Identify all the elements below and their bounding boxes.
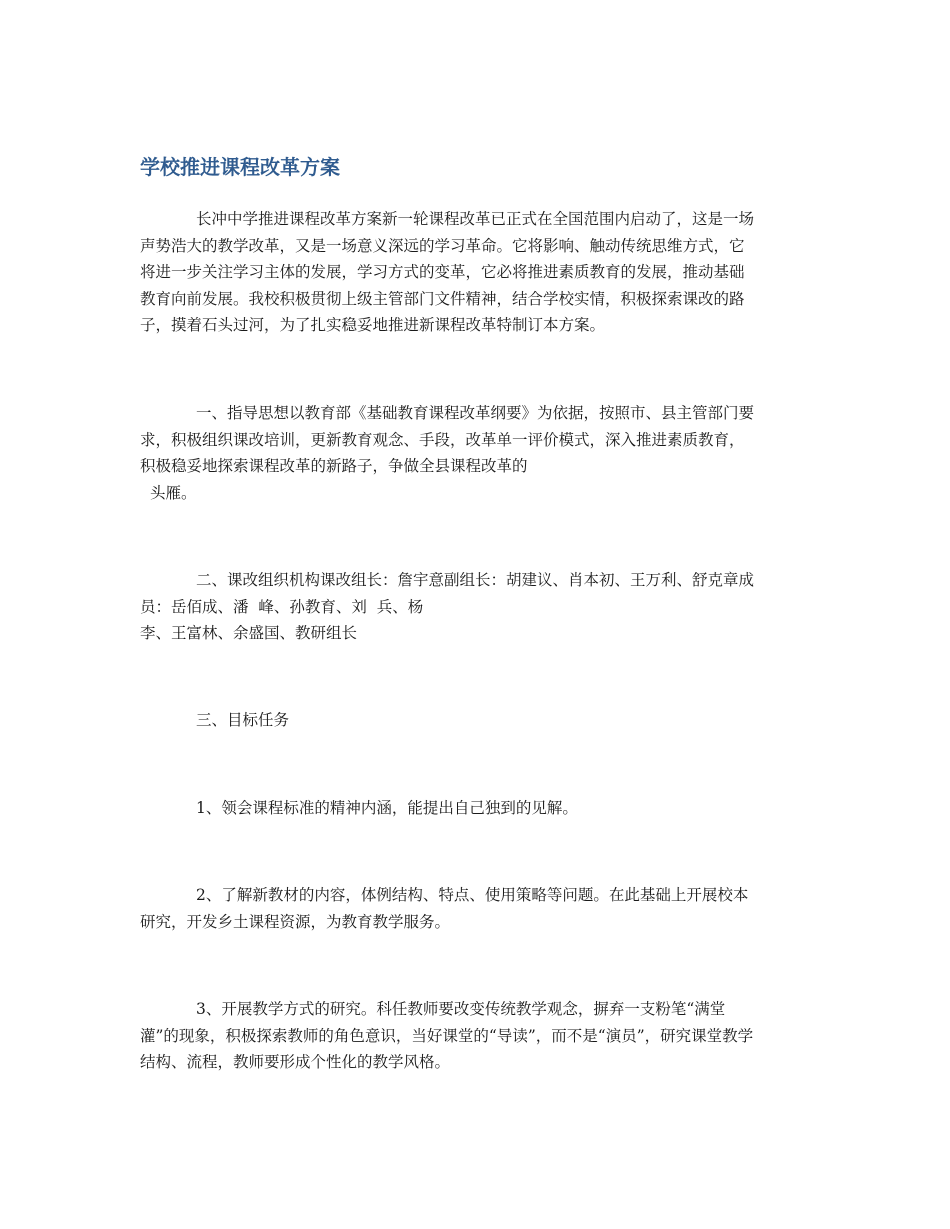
section-organization — [140, 567, 812, 647]
paragraph-line: 员：岳佰成、潘 峰、孙教育、刘 兵、杨 — [140, 597, 424, 616]
goal-item-2 — [140, 882, 812, 935]
paragraph-line: 1、领会课程标准的精神内涵，能提出自己独到的见解。 — [196, 799, 578, 817]
section-guiding-ideology — [140, 400, 812, 506]
paragraph-line: 求，积极组织课改培训，更新教育观念、手段，改革单一评价模式，深入推进素质教育， — [140, 430, 745, 449]
goal-item-1 — [140, 795, 812, 822]
paragraph-line: 声势浩大的教学改革，又是一场意义深远的学习革命。它将影响、触动传统思维方式，它 — [140, 236, 745, 255]
paragraph-line: 一、指导思想以教育部《基础教育课程改革纲要》为依据，按照市、县主管部门要 — [196, 404, 755, 422]
intro-paragraph — [140, 206, 812, 339]
paragraph-line: 研究，开发乡土课程资源，为教育教学服务。 — [140, 912, 451, 931]
goal-item-3 — [140, 996, 812, 1076]
paragraph-line: 将进一步关注学习主体的发展，学习方式的变革，它必将推进素质教育的发展，推动基础 — [140, 263, 745, 281]
paragraph-line: 长冲中学推进课程改革方案新一轮课程改革已正式在全国范围内启动了，这是一场 — [196, 210, 755, 228]
paragraph-line: 2、了解新教材的内容，体例结构、特点、使用策略等问题。在此基础上开展校本 — [196, 886, 749, 904]
document-title: 学校推进课程改革方案 — [140, 155, 340, 179]
section-goals-heading: 三、目标任务 — [196, 711, 290, 729]
paragraph-line: 结构、流程，教师要形成个性化的教学风格。 — [140, 1053, 451, 1071]
paragraph-line: 教育向前发展。我校积极贯彻上级主管部门文件精神，结合学校实情，积极探索课改的路 — [140, 289, 745, 308]
paragraph-line: 头雁。 — [150, 483, 197, 502]
paragraph-line: 子，摸着石头过河，为了扎实稳妥地推进新课程改革特制订本方案。 — [140, 316, 606, 334]
paragraph-line: 3、开展教学方式的研究。科任教师要改变传统教学观念，摒弃一支粉笔“满堂 — [196, 1000, 726, 1018]
paragraph-line: 二、课改组织机构课改组长：詹宇意副组长：胡建议、肖本初、王万利、舒克章成 — [196, 571, 755, 589]
paragraph-line: 灌”的现象，积极探索教师的角色意识，当好课堂的“导读”，而不是“演员”，研究课堂教学 — [140, 1026, 754, 1045]
paragraph-line: 李、王富林、余盛国、教研组长 — [140, 624, 358, 642]
paragraph-line: 积极稳妥地探索课程改革的新路子，争做全县课程改革的 — [140, 457, 528, 475]
